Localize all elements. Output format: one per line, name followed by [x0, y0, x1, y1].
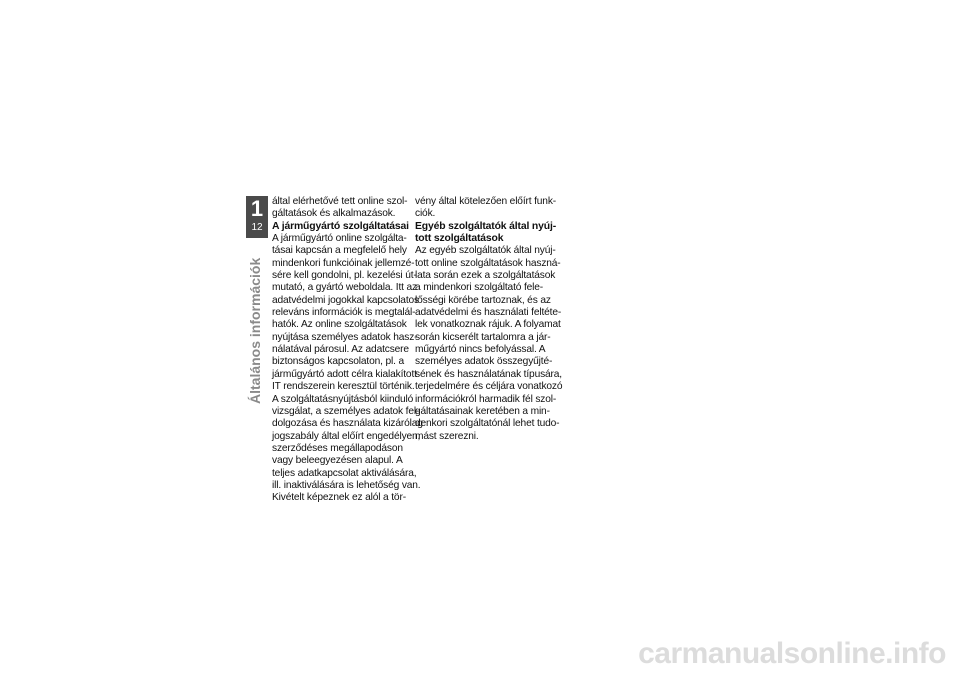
- text-line: vagy beleegyezésen alapul. A: [272, 455, 403, 467]
- text-line: mutató, a gyártó weboldala. Itt az: [272, 282, 417, 294]
- text-line: A szolgáltatásnyújtásból kiinduló: [272, 393, 414, 405]
- text-line: Kivételt képeznek ez alól a tör-: [272, 492, 406, 504]
- text-line: biztonságos kapcsolaton, pl. a: [272, 356, 404, 368]
- text-line: IT rendszerein keresztül történik.: [272, 381, 415, 393]
- text-line: dolgozása és használata kizárólag: [272, 418, 423, 430]
- chapter-badge: [246, 196, 268, 238]
- text-line: során kicserélt tartalomra a jár-: [415, 331, 551, 343]
- side-title-wrapper: [243, 244, 267, 414]
- text-line: nálatával párosul. Az adatcsere: [272, 344, 409, 356]
- text-line: teljes adatkapcsolat aktiválására,: [272, 467, 417, 479]
- text-line: sére kell gondolni, pl. kezelési út-: [272, 270, 417, 282]
- text-line: tásai kapcsán a megfelelő hely: [272, 245, 407, 257]
- text-line: jogszabály által előírt engedélyen,: [272, 430, 421, 442]
- watermark: carmanualsonline.info: [638, 637, 946, 670]
- text-line: információkról harmadik fél szol-: [415, 393, 557, 405]
- section-heading: A járműgyártó szolgáltatásai: [272, 220, 409, 232]
- text-line: szerződéses megállapodáson: [272, 442, 403, 454]
- text-line: lősségi körébe tartoznak, és az: [415, 294, 551, 306]
- text-line: adatvédelmi jogokkal kapcsolatos: [272, 294, 419, 306]
- text-line: sének és használatának típusára,: [415, 368, 562, 380]
- right-text-column: [415, 196, 563, 443]
- text-line: vény által kötelezően előírt funk-: [415, 196, 557, 207]
- text-line: A járműgyártó online szolgálta-: [272, 233, 407, 245]
- text-line: tott online szolgáltatások haszná-: [415, 257, 561, 269]
- text-line: Az egyéb szolgáltatók által nyúj-: [415, 245, 556, 257]
- text-line: nyújtása személyes adatok hasz-: [272, 331, 418, 343]
- text-line: denkori szolgáltatónál lehet tudo-: [415, 418, 560, 430]
- section-heading: tott szolgáltatások: [415, 233, 504, 245]
- text-line: mindenkori funkcióinak jellemzé-: [272, 257, 415, 269]
- text-line: hatók. Az online szolgáltatások: [272, 319, 407, 331]
- text-line: gáltatások és alkalmazások.: [272, 208, 396, 220]
- text-line: ciók.: [415, 208, 436, 220]
- chapter-number: 1: [250, 196, 264, 221]
- text-line: adatvédelmi és használati feltéte-: [415, 307, 562, 319]
- page-number: 12: [251, 222, 263, 233]
- text-line: gáltatásainak keretében a min-: [415, 405, 550, 417]
- text-line: vizsgálat, a személyes adatok fel-: [272, 405, 420, 417]
- side-section-title: Általános információk: [247, 257, 263, 404]
- left-text-column: [272, 196, 423, 505]
- section-heading: Egyéb szolgáltatók által nyúj-: [415, 220, 556, 232]
- text-line: lata során ezek a szolgáltatások: [415, 270, 556, 282]
- text-line: ill. inaktiválására is lehetőség van.: [272, 479, 421, 491]
- text-line: terjedelmére és céljára vonatkozó: [415, 381, 563, 393]
- text-line: lek vonatkoznak rájuk. A folyamat: [415, 319, 561, 331]
- text-line: által elérhetővé tett online szol-: [272, 196, 408, 207]
- text-line: műgyártó nincs befolyással. A: [415, 344, 546, 356]
- text-line: járműgyártó adott célra kialakított: [272, 368, 417, 380]
- text-line: releváns információk is megtalál-: [272, 307, 416, 319]
- text-line: a mindenkori szolgáltató fele-: [415, 282, 544, 294]
- text-line: mást szerezni.: [415, 430, 479, 442]
- text-line: személyes adatok összegyűjté-: [415, 356, 553, 368]
